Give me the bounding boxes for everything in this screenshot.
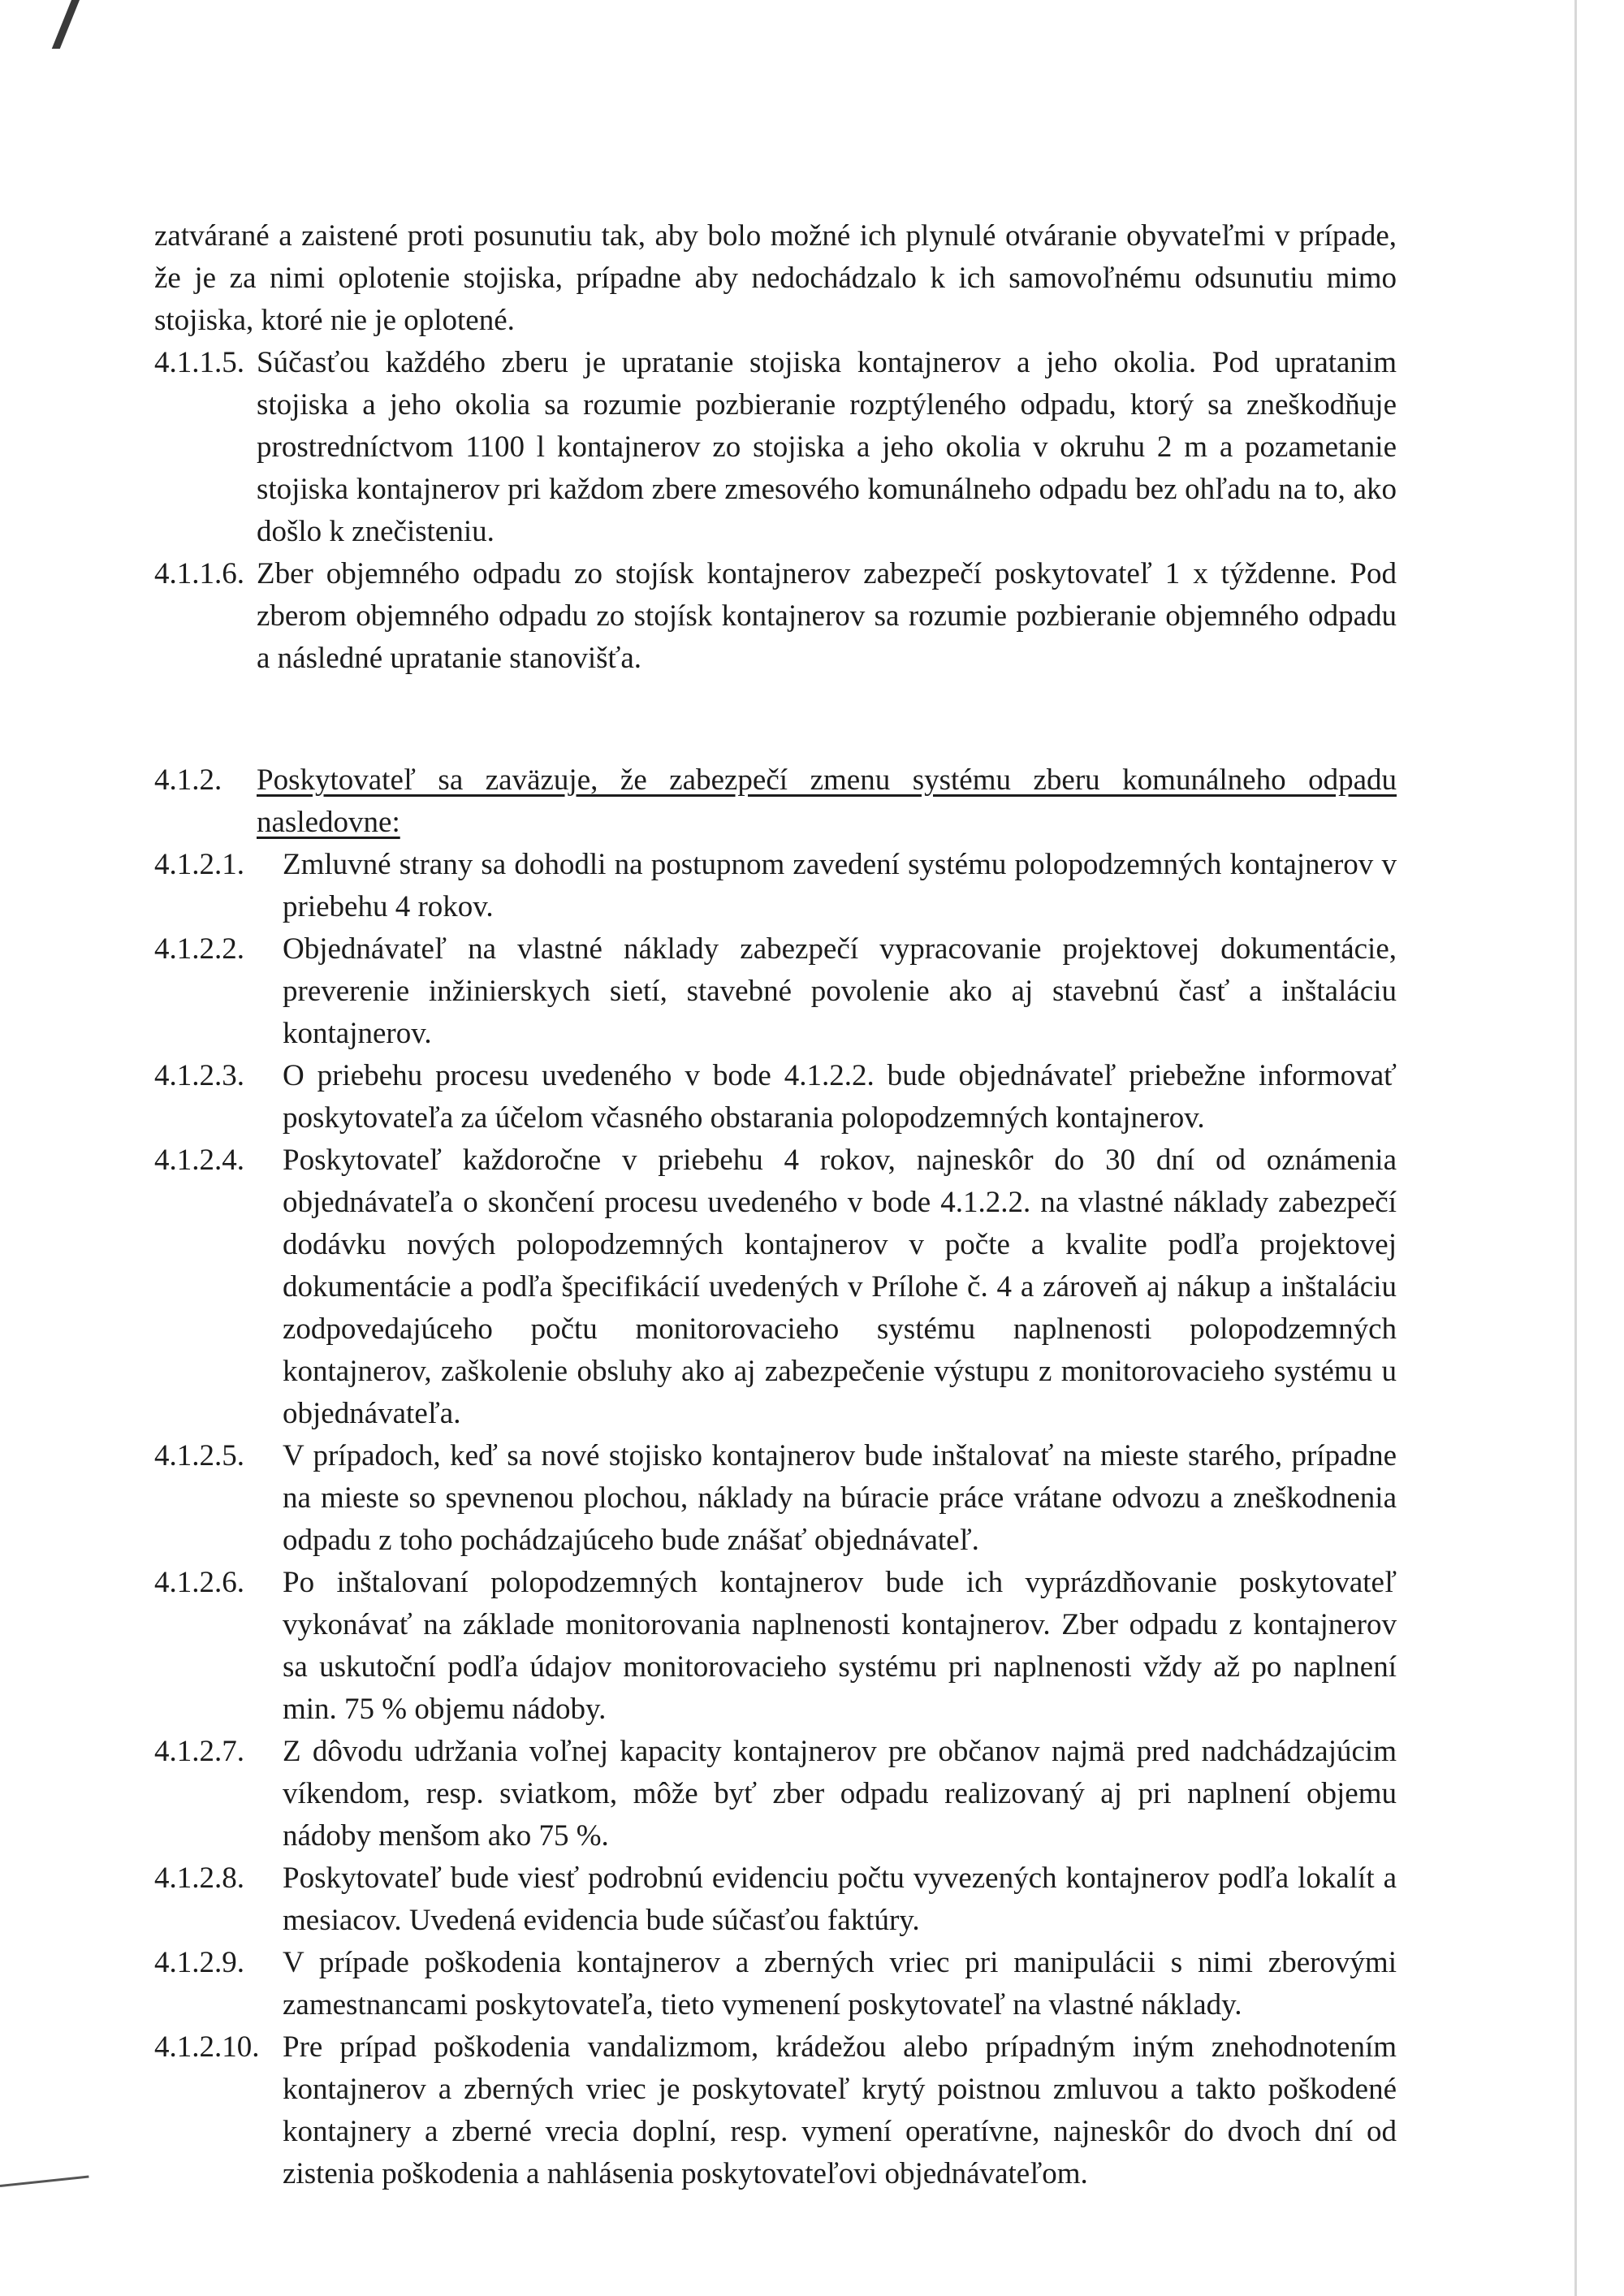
- section-heading-4-1-2: [154, 759, 1397, 844]
- clause-4-1-2-9: [154, 1942, 1397, 2026]
- clause-number: 4.1.2.5.: [154, 1439, 244, 1472]
- clause-text: V prípade poškodenia kontajnerov a zberných vriec pri manipulácii s nimi zberovými zamestnancami poskytovateľa, tieto vymenení poskytovateľ na vlastné náklady.: [283, 1946, 1397, 2021]
- clause-4-1-1-5: [154, 342, 1397, 553]
- clause-4-1-2-7: [154, 1731, 1397, 1857]
- clause-4-1-2-5: [154, 1435, 1397, 1562]
- clause-4-1-2-4: [154, 1139, 1397, 1435]
- clause-text: Zber objemného odpadu zo stojísk kontajnerov zabezpečí poskytovateľ 1 x týždenne. Pod zberom objemného odpadu zo stojísk kontajnerov sa rozumie pozbieranie objemného odpadu a následné upratanie stanovišťa.: [257, 557, 1397, 675]
- clause-4-1-2-10: [154, 2026, 1397, 2195]
- clause-number: 4.1.2.6.: [154, 1566, 244, 1599]
- clause-number: 4.1.2.4.: [154, 1144, 244, 1177]
- section-title: Poskytovateľ sa zaväzuje, že zabezpečí zmenu systému zberu komunálneho odpadu nasledovne:: [257, 763, 1397, 839]
- clause-text: Pre prípad poškodenia vandalizmom, krádežou alebo prípadným iným znehodnotením kontajnerov a zberných vriec je poskytovateľ krytý poistnou zmluvou a takto poškodené kontajnery a zberné vrecia doplní, resp. vymení operatívne, najneskôr do dvoch dní od zistenia poškodenia a nahlásenia poskytovateľovi objednávateľom.: [283, 2030, 1397, 2190]
- clause-4-1-2-8: [154, 1857, 1397, 1942]
- scan-edge-mark: [52, 0, 80, 49]
- scan-page-edge: [1574, 0, 1577, 2296]
- clause-number: 4.1.2.1.: [154, 848, 244, 881]
- clause-text: Objednávateľ na vlastné náklady zabezpečí vypracovanie projektovej dokumentácie, preverenie inžinierskych sietí, stavebné povolenie ako aj stavebnú časť a inštaláciu kontajnerov.: [283, 932, 1397, 1050]
- scan-edge-stroke: [0, 2176, 89, 2187]
- clause-text: Poskytovateľ každoročne v priebehu 4 rokov, najneskôr do 30 dní od oznámenia objednávateľa o skončení procesu uvedeného v bode 4.1.2.2. na vlastné náklady zabezpečí dodávku nových polopodzemných kontajnerov v počte a kvalite podľa projektovej dokumentácie a podľa špecifikácií uvedených v Prílohe č. 4 a zároveň aj nákup a inštaláciu zodpovedajúceho počtu monitorovacieho systému naplnenosti polopodzemných kontajnerov, zaškolenie obsluhy ako aj zabezpečenie výstupu z monitorovacieho systému u objednávateľa.: [283, 1144, 1397, 1430]
- clause-text: Poskytovateľ bude viesť podrobnú evidenciu počtu vyvezených kontajnerov podľa lokalít a mesiacov. Uvedená evidencia bude súčasťou faktúry.: [283, 1861, 1397, 1937]
- clause-number: 4.1.2.8.: [154, 1861, 244, 1895]
- clause-text: Zmluvné strany sa dohodli na postupnom zavedení systému polopodzemných kontajnerov v priebehu 4 rokov.: [283, 848, 1397, 923]
- clause-text: Súčasťou každého zberu je upratanie stojiska kontajnerov a jeho okolia. Pod upratanim stojiska a jeho okolia sa rozumie pozbieranie rozptýleného odpadu, ktorý sa zneškodňuje prostredníctvom 1100 l kontajnerov zo stojiska a jeho okolia v okruhu 2 m a pozametanie stojiska kontajnerov pri každom zbere zmesového komunálneho odpadu bez ohľadu na to, ako došlo k znečisteniu.: [257, 346, 1397, 548]
- clause-number: 4.1.2.9.: [154, 1946, 244, 1979]
- clause-4-1-2-1: [154, 844, 1397, 928]
- clause-4-1-2-3: [154, 1055, 1397, 1139]
- clause-text: Z dôvodu udržania voľnej kapacity kontajnerov pre občanov najmä pred nadchádzajúcim víkendom, resp. sviatkom, môže byť zber odpadu realizovaný aj pri naplnení objemu nádoby menšom ako 75 %.: [283, 1735, 1397, 1853]
- clause-4-1-1-6: [154, 553, 1397, 680]
- clause-text: Po inštalovaní polopodzemných kontajnerov bude ich vyprázdňovanie poskytovateľ vykonávať na základe monitorovania naplnenosti kontajnerov. Zber odpadu z kontajnerov sa uskutoční podľa údajov monitorovacieho systému pri naplnenosti vždy až po naplnení min. 75 % objemu nádoby.: [283, 1566, 1397, 1726]
- clause-number: 4.1.1.6.: [154, 557, 244, 590]
- intro-paragraph: zatvárané a zaistené proti posunutiu tak, aby bolo možné ich plynulé otváranie obyvateľmi v prípade, že je za nimi oplotenie stojiska, prípadne aby nedochádzalo k ich samovoľnému odsunutiu mimo stojiska, ktoré nie je oplotené.: [154, 219, 1397, 337]
- clause-number: 4.1.2.7.: [154, 1735, 244, 1768]
- clause-number: 4.1.1.5.: [154, 346, 244, 379]
- clause-text: V prípadoch, keď sa nové stojisko kontajnerov bude inštalovať na mieste starého, prípadne na mieste so spevnenou plochou, náklady na búracie práce vrátane odvozu a zneškodnenia odpadu z toho pochádzajúceho bude znášať objednávateľ.: [283, 1439, 1397, 1557]
- document-page: [154, 215, 1397, 2195]
- clause-number: 4.1.2.10.: [154, 2030, 260, 2064]
- clause-4-1-2-6: [154, 1562, 1397, 1731]
- clause-text: O priebehu procesu uvedeného v bode 4.1.2.2. bude objednávateľ priebežne informovať poskytovateľa za účelom včasného obstarania polopodzemných kontajnerov.: [283, 1059, 1397, 1135]
- clause-number: 4.1.2.2.: [154, 932, 244, 966]
- clause-4-1-2-2: [154, 928, 1397, 1055]
- section-number: 4.1.2.: [154, 763, 222, 797]
- clause-number: 4.1.2.3.: [154, 1059, 244, 1092]
